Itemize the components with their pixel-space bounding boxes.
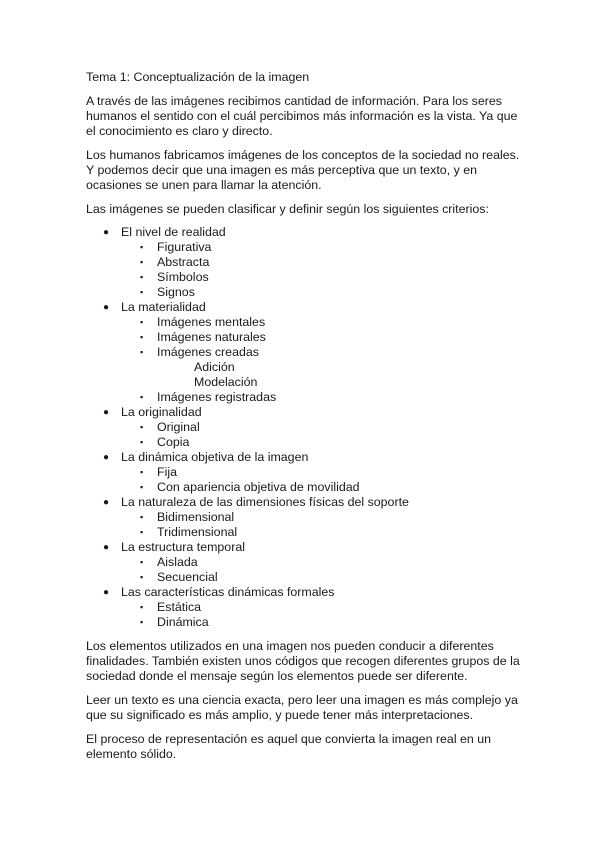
paragraph: Los humanos fabricamos imágenes de los conceptos de la sociedad no reales. Y podemos decir que una imagen es más perceptiva que un texto, y en ocasiones se unen para llamar la atención. [86, 148, 520, 192]
criteria-list [86, 225, 526, 630]
subitem-label: Dinámica [157, 615, 209, 629]
criterion-item [86, 405, 526, 420]
subitem-label: Abstracta [157, 255, 210, 269]
bullet-dot-icon: ● [103, 497, 110, 508]
criterion-label: La estructura temporal [121, 540, 245, 554]
bullet-square-icon: ▪ [140, 332, 144, 342]
criterion-subitem [86, 555, 526, 570]
subitem-label: Copia [157, 435, 190, 449]
subitem-label: Imágenes naturales [157, 330, 266, 344]
paragraph: El proceso de representación es aquel que convierta la imagen real en un elemento sólido. [86, 732, 492, 761]
bullet-square-icon: ▪ [140, 602, 144, 612]
criterion-subitem [86, 315, 526, 330]
bullet-square-icon: ▪ [140, 257, 144, 267]
criterion-item [86, 540, 526, 555]
subitem-label: Estática [157, 600, 202, 614]
document-page [86, 70, 526, 771]
bullet-square-icon: ▪ [140, 272, 144, 282]
criterion-subitem [86, 420, 526, 435]
criteria-intro: Las imágenes se pueden clasificar y definir según los siguientes criterios: [86, 202, 489, 216]
criterion-item [86, 300, 526, 315]
paragraph: Los elementos utilizados en una imagen nos pueden conducir a diferentes finalidades. También existen unos códigos que recogen diferentes grupos de la sociedad donde el mensaje según los elementos puede ser diferente. [86, 639, 520, 683]
bullet-square-icon: ▪ [140, 287, 144, 297]
bullet-square-icon: ▪ [140, 512, 144, 522]
criterion-label: Las características dinámicas formales [121, 585, 335, 599]
bullet-square-icon: ▪ [140, 347, 144, 357]
criterion-label: La originalidad [121, 405, 202, 419]
criterion-subitem [86, 255, 526, 270]
paragraph: Leer un texto es una ciencia exacta, pero leer una imagen es más complejo ya que su significado es más amplio, y puede tener más interpretaciones. [86, 693, 518, 722]
criterion-subitem [86, 615, 526, 630]
subitem-label: Aislada [157, 555, 198, 569]
criterion-item [86, 450, 526, 465]
subitem-label: Imágenes registradas [157, 390, 277, 404]
document-title: Tema 1: Conceptualización de la imagen [86, 70, 310, 84]
bullet-square-icon: ▪ [140, 437, 144, 447]
bullet-square-icon: ▪ [140, 557, 144, 567]
subitem-label: Fija [157, 465, 177, 479]
criterion-subitem [86, 435, 526, 450]
subitem-label: Secuencial [157, 570, 218, 584]
criterion-subitem [86, 600, 526, 615]
criterion-subsubitem: Adición [194, 360, 235, 374]
criterion-label: La naturaleza de las dimensiones físicas del soporte [121, 495, 409, 509]
bullet-dot-icon: ● [103, 587, 110, 598]
bullet-square-icon: ▪ [140, 467, 144, 477]
criterion-item [86, 225, 526, 240]
criterion-subitem [86, 345, 526, 360]
criterion-subitem [86, 525, 526, 540]
subitem-label: Signos [157, 285, 195, 299]
criterion-item [86, 585, 526, 600]
bullet-square-icon: ▪ [140, 422, 144, 432]
bullet-square-icon: ▪ [140, 242, 144, 252]
criterion-label: El nivel de realidad [121, 225, 226, 239]
subitem-label: Imágenes mentales [157, 315, 266, 329]
subitem-label: Original [157, 420, 200, 434]
criterion-subitem [86, 390, 526, 405]
criterion-subitem [86, 465, 526, 480]
criterion-item [86, 495, 526, 510]
criterion-subitem [86, 270, 526, 285]
criterion-label: La materialidad [121, 300, 206, 314]
subitem-label: Figurativa [157, 240, 212, 254]
bullet-dot-icon: ● [103, 227, 110, 238]
criterion-subsubitem: Modelación [194, 375, 258, 389]
bullet-square-icon: ▪ [140, 617, 144, 627]
criterion-subitem [86, 330, 526, 345]
bullet-dot-icon: ● [103, 407, 110, 418]
paragraph: A través de las imágenes recibimos cantidad de información. Para los seres humanos el sentido con el cuál percibimos más información es la vista. Ya que el conocimiento es claro y directo. [86, 94, 518, 138]
subitem-label: Símbolos [157, 270, 209, 284]
bullet-square-icon: ▪ [140, 392, 144, 402]
criterion-subitem [86, 285, 526, 300]
subitem-label: Bidimensional [157, 510, 235, 524]
bullet-dot-icon: ● [103, 302, 110, 313]
criterion-label: La dinámica objetiva de la imagen [121, 450, 309, 464]
bullet-dot-icon: ● [103, 452, 110, 463]
bullet-square-icon: ▪ [140, 317, 144, 327]
bullet-square-icon: ▪ [140, 527, 144, 537]
criterion-subitem [86, 570, 526, 585]
bullet-square-icon: ▪ [140, 572, 144, 582]
subitem-label: Imágenes creadas [157, 345, 259, 359]
subitem-label: Con apariencia objetiva de movilidad [157, 480, 360, 494]
bullet-dot-icon: ● [103, 542, 110, 553]
subitem-label: Tridimensional [157, 525, 238, 539]
criterion-subitem [86, 510, 526, 525]
criterion-subitem [86, 240, 526, 255]
bullet-square-icon: ▪ [140, 482, 144, 492]
criterion-subitem [86, 480, 526, 495]
